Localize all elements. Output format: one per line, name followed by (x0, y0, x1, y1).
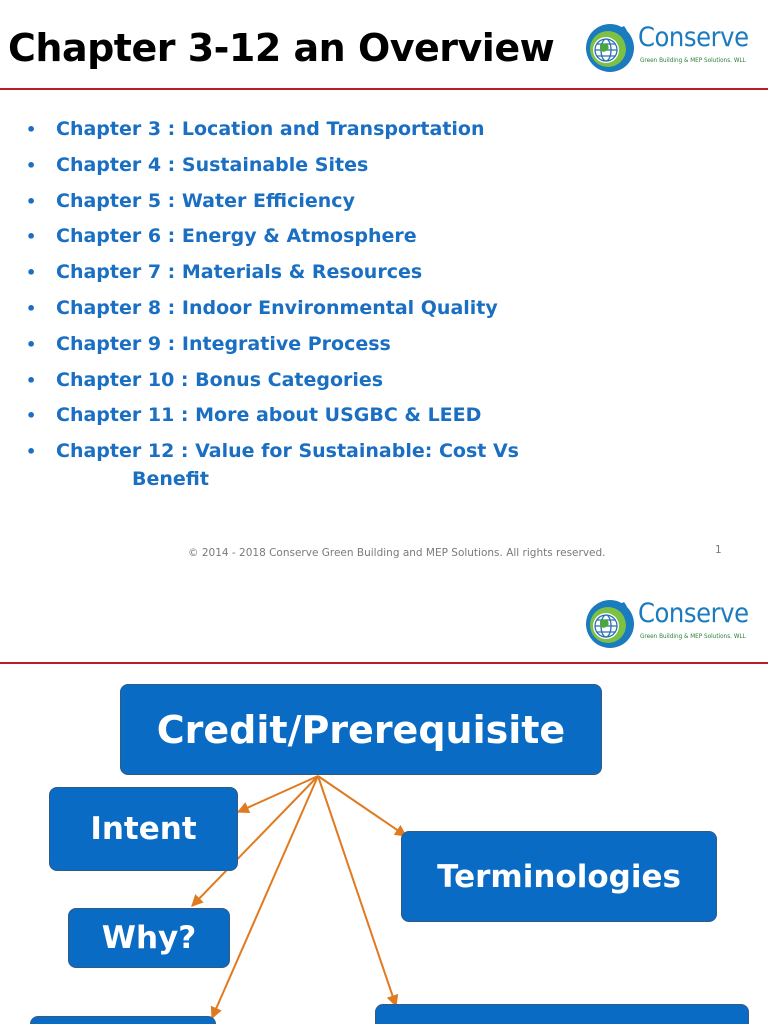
list-item: • Chapter 4 : Sustainable Sites (0, 148, 519, 184)
list-item: • Chapter 6 : Energy & Atmosphere (0, 219, 519, 255)
bullet-icon: • (26, 191, 37, 211)
chapter-12-continuation: Benefit (132, 468, 209, 490)
chapter-list (0, 112, 519, 470)
conserve-logo (584, 20, 754, 76)
logo-tagline: Green Building & MEP Solutions. WLL (640, 633, 746, 640)
globe-logo-icon (584, 20, 636, 74)
arrow-to-terminologies (318, 776, 406, 836)
bullet-icon: • (26, 298, 37, 318)
logo-name: Conserve (638, 22, 749, 53)
page-number: 1 (715, 544, 722, 556)
list-item: • Chapter 7 : Materials & Resources (0, 255, 519, 291)
bullet-icon: • (26, 155, 37, 175)
list-item: • Chapter 11 : More about USGBC & LEED (0, 398, 519, 434)
list-item: • Chapter 8 : Indoor Environmental Quality (0, 291, 519, 327)
list-item: • Chapter 10 : Bonus Categories (0, 363, 519, 399)
list-item: • Chapter 5 : Water Efficiency (0, 184, 519, 220)
logo-name: Conserve (638, 598, 749, 629)
bottom-left-box (30, 1016, 216, 1024)
bullet-icon: • (26, 120, 37, 139)
list-item: • Chapter 3 : Location and Transportation (0, 112, 519, 148)
arrow-to-bottom-right (318, 776, 396, 1006)
bullet-icon: • (26, 263, 37, 283)
terminologies-box: Terminologies (401, 831, 717, 922)
bullet-icon: • (26, 442, 37, 462)
arrow-to-intent (238, 776, 318, 812)
list-item: • Chapter 9 : Integrative Process (0, 327, 519, 363)
bottom-right-box (375, 1004, 749, 1024)
logo-tagline: Green Building & MEP Solutions. WLL (640, 57, 746, 64)
copyright-footer: © 2014 - 2018 Conserve Green Building and MEP Solutions. All rights reserved. (188, 547, 606, 559)
credit-prerequisite-box: Credit/Prerequisite (120, 684, 602, 775)
bullet-icon: • (26, 406, 37, 426)
slide-credit-structure (0, 580, 768, 1024)
bullet-icon: • (26, 334, 37, 354)
title-divider (0, 88, 768, 90)
bullet-icon: • (26, 227, 37, 247)
bullet-icon: • (26, 370, 37, 390)
slide-title: Chapter 3-12 an Overview (8, 26, 555, 70)
list-item: • Chapter 12 : Value for Sustainable: Cost Vs (0, 434, 519, 470)
intent-box: Intent (49, 787, 238, 871)
why-box: Why? (68, 908, 230, 968)
